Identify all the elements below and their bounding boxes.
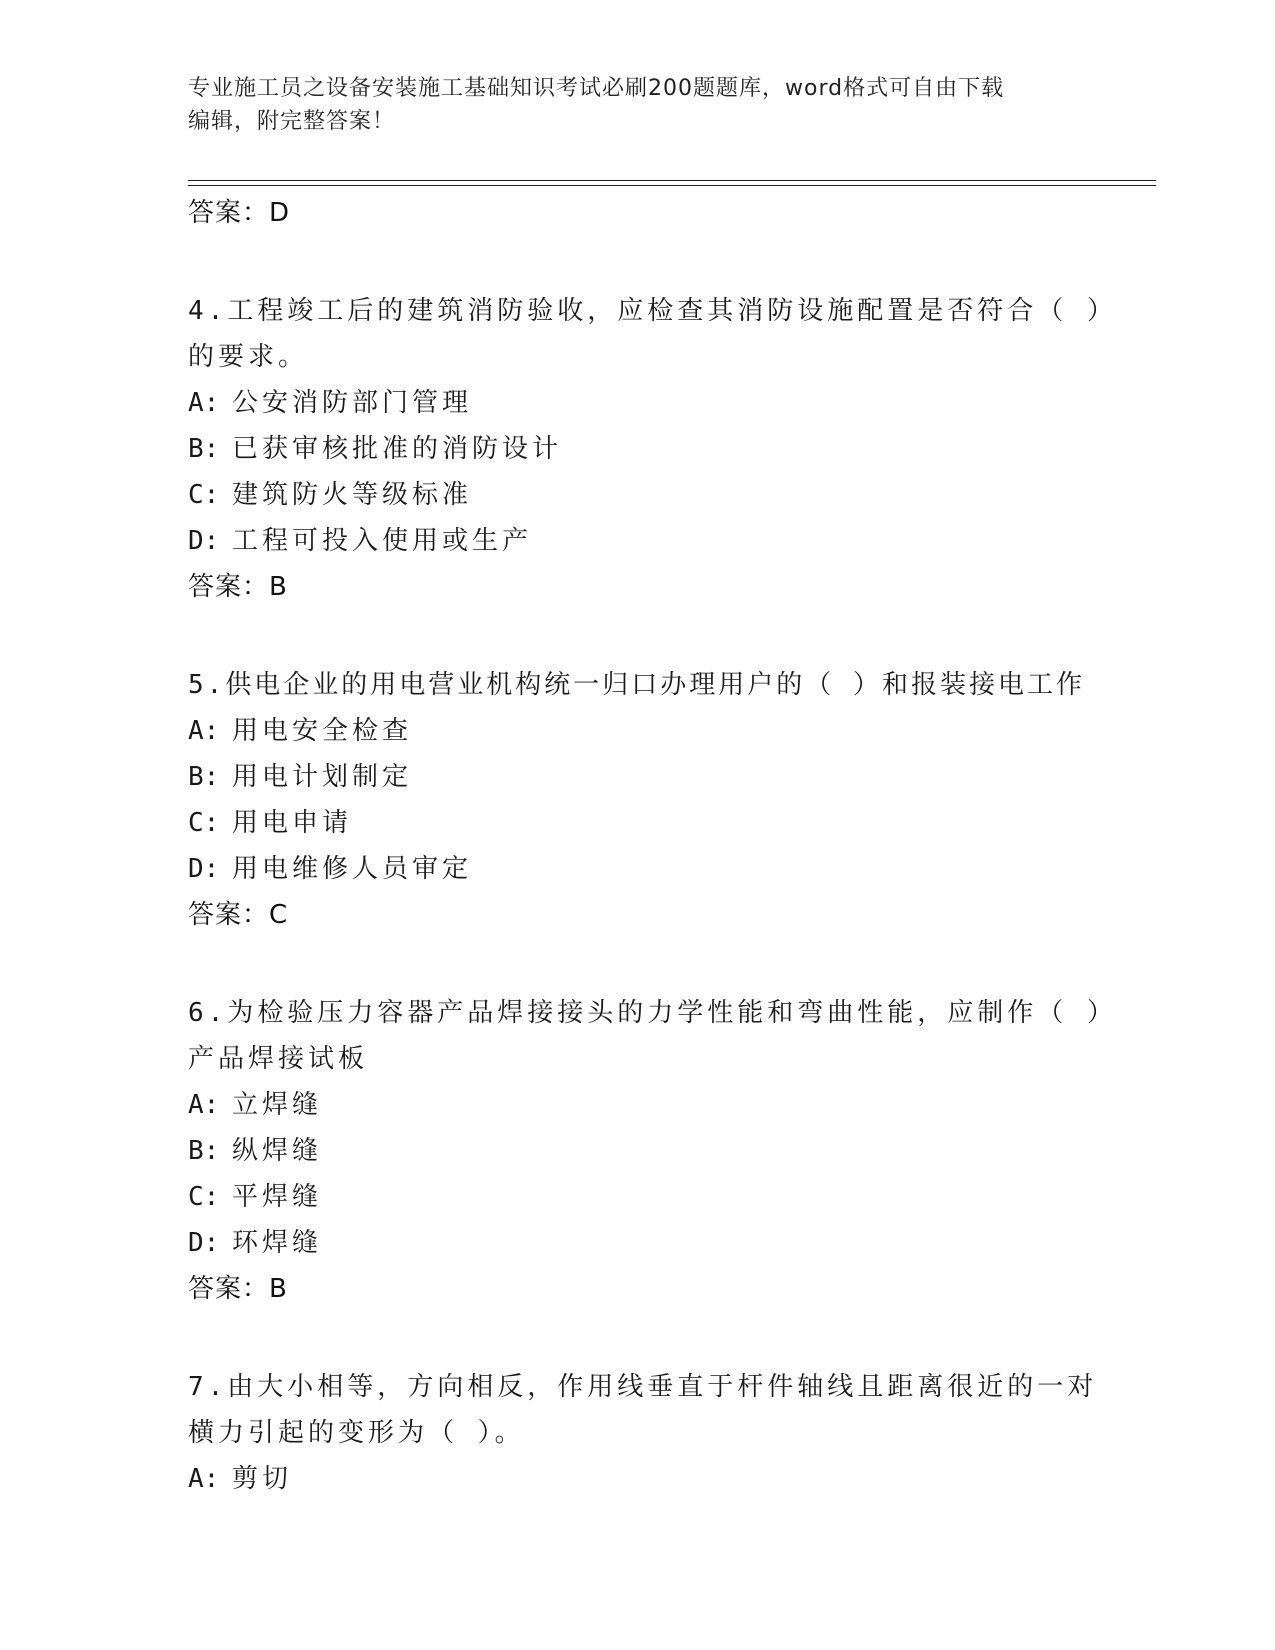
option-c (188, 800, 1108, 846)
question-item (188, 288, 1108, 610)
option-text: 建筑防火等级标准 (232, 480, 473, 510)
option-text: 立焊缝 (232, 1090, 323, 1120)
option-a (188, 708, 1108, 754)
option-text: 环焊缝 (232, 1228, 323, 1258)
option-b (188, 1128, 1108, 1174)
option-key: C: (188, 480, 220, 510)
option-d (188, 846, 1108, 892)
option-text: 工程可投入使用或生产 (232, 526, 533, 556)
question-text: 4.工程竣工后的建筑消防验收，应检查其消防设施配置是否符合（ ）的要求。 (188, 296, 1104, 372)
question-item (188, 662, 1108, 938)
option-key: D: (188, 1228, 220, 1258)
header-rule-top (188, 180, 1156, 181)
option-key: B: (188, 1136, 220, 1166)
option-text: 剪切 (232, 1464, 293, 1494)
option-text: 用电申请 (232, 808, 353, 838)
header-rule-bottom (188, 185, 1156, 186)
option-key: C: (188, 808, 220, 838)
answer-line: 答案：B (188, 1274, 288, 1304)
header-line-2: 编辑，附完整答案！ (188, 109, 396, 134)
option-a (188, 1082, 1108, 1128)
answer-line: 答案：C (188, 900, 289, 930)
question-text: 7.由大小相等，方向相反，作用线垂直于杆件轴线且距离很近的一对横力引起的变形为（ ）。 (188, 1372, 1098, 1448)
header-line-1: 专业施工员之设备安装施工基础知识考试必刷200题题库，word格式可自由下载 (188, 76, 1005, 101)
question-item (188, 1364, 1108, 1502)
option-b (188, 426, 1108, 472)
answer-line: 答案：D (188, 198, 291, 228)
option-key: C: (188, 1182, 220, 1212)
document-header (188, 72, 1088, 138)
option-key: A: (188, 1090, 220, 1120)
option-a (188, 380, 1108, 426)
option-text: 纵焊缝 (232, 1136, 323, 1166)
question-item (188, 990, 1108, 1312)
option-key: D: (188, 526, 220, 556)
option-text: 平焊缝 (232, 1182, 323, 1212)
question-text: 6.为检验压力容器产品焊接接头的力学性能和弯曲性能，应制作（ ）产品焊接试板 (188, 998, 1104, 1074)
option-text: 用电计划制定 (232, 762, 413, 792)
option-key: D: (188, 854, 220, 884)
option-a (188, 1456, 1108, 1502)
option-b (188, 754, 1108, 800)
option-c (188, 1174, 1108, 1220)
option-key: A: (188, 388, 220, 418)
option-text: 公安消防部门管理 (232, 388, 473, 418)
option-d (188, 1220, 1108, 1266)
option-text: 用电安全检查 (232, 716, 413, 746)
option-d (188, 518, 1108, 564)
option-key: A: (188, 1464, 220, 1494)
option-c (188, 472, 1108, 518)
option-key: A: (188, 716, 220, 746)
document-body (188, 190, 1108, 1502)
option-key: B: (188, 434, 220, 464)
answer-line: 答案：B (188, 572, 288, 602)
option-text: 用电维修人员审定 (232, 854, 473, 884)
option-key: B: (188, 762, 220, 792)
question-text: 5.供电企业的用电营业机构统一归口办理用户的（ ）和报装接电工作 (188, 670, 1085, 700)
option-text: 已获审核批准的消防设计 (232, 434, 563, 464)
